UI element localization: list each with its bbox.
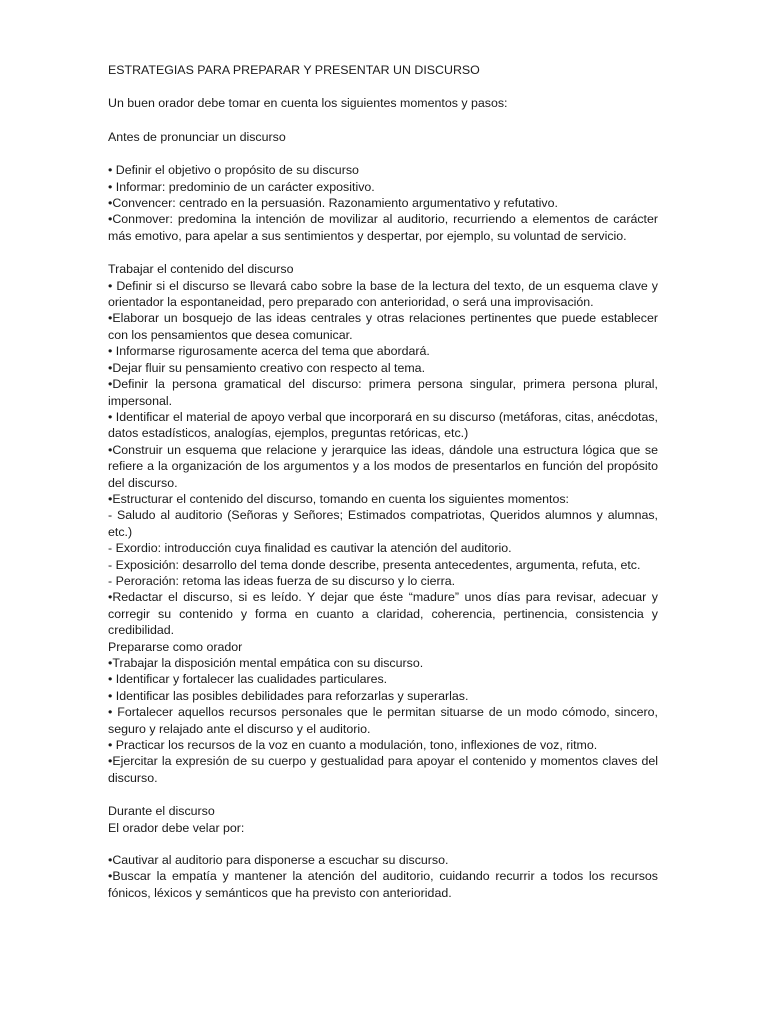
section-heading-prepararse: Prepararse como orador — [108, 639, 243, 654]
list-item: • Definir el objetivo o propósito de su discurso — [108, 163, 359, 178]
section-subheading-durante: El orador debe velar por: — [108, 820, 245, 835]
section-prepararse-list — [108, 655, 658, 786]
list-item: • Identificar el material de apoyo verbal que incorporará en su discurso (metáforas, citas, anécdotas, datos estadísticos, analogías, ejemplos, preguntas retóricas, etc.) — [108, 409, 658, 441]
list-item: - Peroración: retoma las ideas fuerza de su discurso y lo cierra. — [108, 573, 456, 588]
document-page — [108, 62, 658, 901]
list-item: • Identificar y fortalecer las cualidades particulares. — [108, 672, 388, 687]
list-item: • Informar: predominio de un carácter expositivo. — [108, 179, 375, 194]
list-item: •Buscar la empatía y mantener la atención del auditorio, cuidando recurrir a todos los recursos fónicos, léxicos y semánticos que ha previsto con anterioridad. — [108, 869, 658, 900]
section-heading-durante: Durante el discurso — [108, 804, 215, 819]
list-item: - Exordio: introducción cuya finalidad es cautivar la atención del auditorio. — [108, 541, 512, 556]
list-item: •Ejercitar la expresión de su cuerpo y gestualidad para apoyar el contenido y momentos claves del discurso. — [108, 754, 658, 785]
section-antes-list — [108, 162, 658, 244]
section-durante-list — [108, 852, 658, 901]
section-trabajar-list — [108, 278, 658, 639]
list-item: •Construir un esquema que relacione y jerarquice las ideas, dándole una estructura lógica que se refiere a la organización de los argumentos y a los modos de presentarlos en función del propósito del discurso. — [108, 442, 658, 490]
list-item: •Estructurar el contenido del discurso, tomando en cuenta los siguientes momentos: — [108, 491, 569, 506]
list-item: •Trabajar la disposición mental empática con su discurso. — [108, 656, 424, 670]
list-item: •Cautivar al auditorio para disponerse a escuchar su discurso. — [108, 853, 449, 868]
list-item: •Dejar fluir su pensamiento creativo con respecto al tema. — [108, 360, 426, 375]
spacer — [108, 836, 658, 852]
list-item: - Exposición: desarrollo del tema donde describe, presenta antecedentes, argumenta, refuta, etc. — [108, 557, 641, 572]
list-item: - Saludo al auditorio (Señoras y Señores; Estimados compatriotas, Queridos alumnos y alumnas, etc.) — [108, 508, 658, 539]
list-item: •Convencer: centrado en la persuasión. Razonamiento argumentativo y refutativo. — [108, 196, 558, 211]
list-item: • Fortalecer aquellos recursos personales que le permitan situarse de un modo cómodo, sincero, seguro y relajado ante el discurso y el auditorio. — [108, 705, 658, 736]
list-item: •Definir la persona gramatical del discurso: primera persona singular, primera persona plural, impersonal. — [108, 377, 658, 408]
section-heading-antes: Antes de pronunciar un discurso — [108, 129, 286, 144]
intro-text: Un buen orador debe tomar en cuenta los siguientes momentos y pasos: — [108, 96, 508, 111]
document-title: ESTRATEGIAS PARA PREPARAR Y PRESENTAR UN DISCURSO — [108, 63, 480, 77]
list-item: •Conmover: predomina la intención de movilizar al auditorio, recurriendo a elementos de carácter más emotivo, para apelar a sus sentimientos y despertar, por ejemplo, su voluntad de servicio. — [108, 212, 658, 243]
list-item: • Identificar las posibles debilidades para reforzarlas y superarlas. — [108, 688, 469, 703]
list-item: • Definir si el discurso se llevará cabo sobre la base de la lectura del texto, de un esquema clave y orientador la espontaneidad, pero preparado con anterioridad, o será una improvisación. — [108, 278, 658, 310]
list-item: •Redactar el discurso, si es leído. Y dejar que éste “madure” unos días para revisar, adecuar y corregir su contenido y forma en cuanto a claridad, coherencia, pertinencia, consistencia y credibilidad. — [108, 590, 658, 638]
list-item: •Elaborar un bosquejo de las ideas centrales y otras relaciones pertinentes que puede establecer con los pensamientos que desea comunicar. — [108, 311, 658, 342]
section-heading-trabajar: Trabajar el contenido del discurso — [108, 262, 294, 277]
list-item: • Informarse rigurosamente acerca del tema que abordará. — [108, 344, 430, 359]
list-item: • Practicar los recursos de la voz en cuanto a modulación, tono, inflexiones de voz, ritmo. — [108, 738, 598, 753]
